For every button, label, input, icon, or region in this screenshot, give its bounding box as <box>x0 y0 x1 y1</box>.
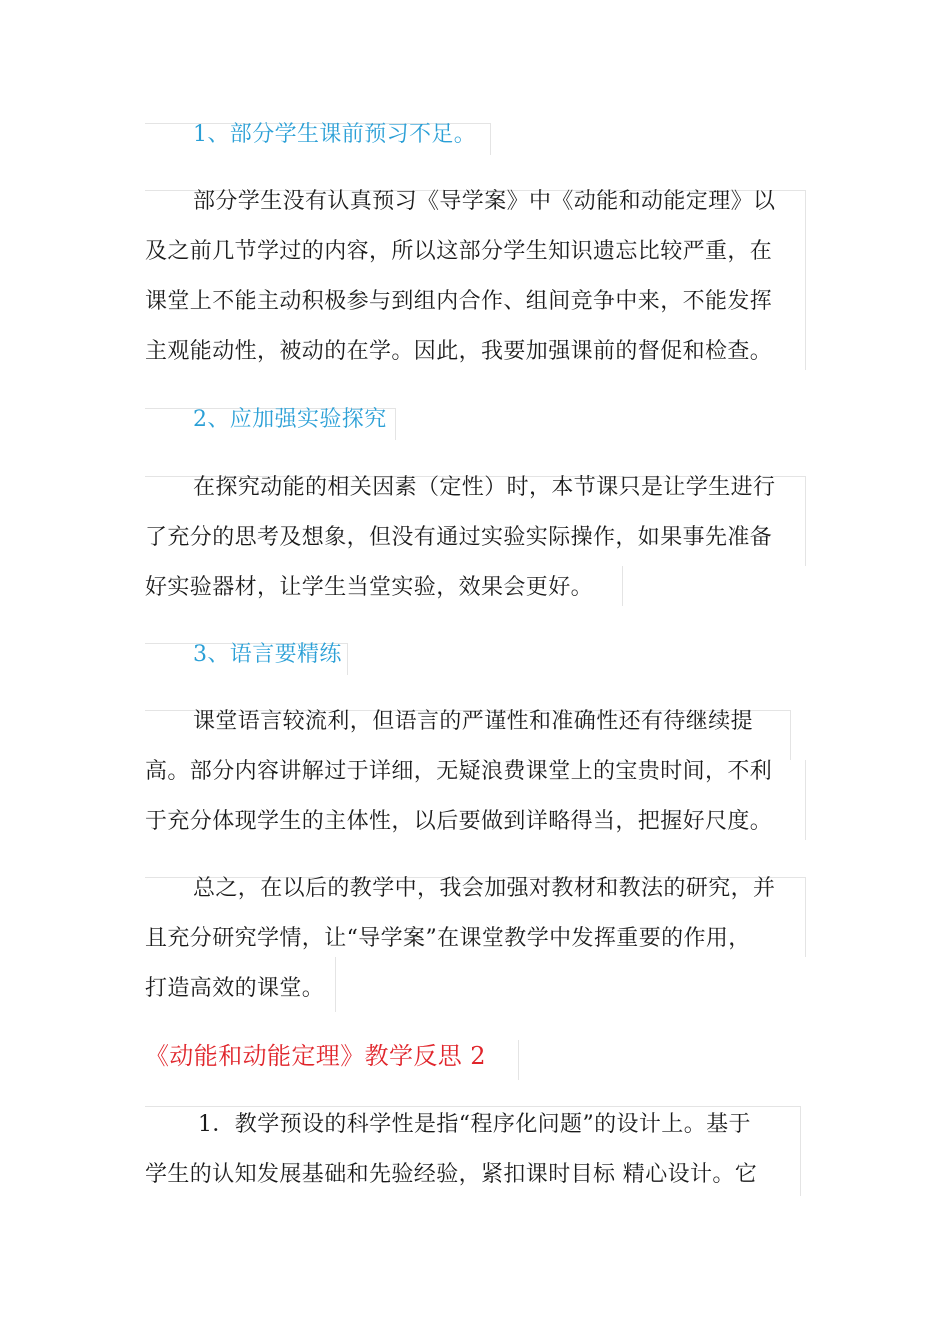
rule <box>518 1040 519 1080</box>
paragraph-line: 高。部分内容讲解过于详细，无疑浪费课堂上的宝贵时间，不利 <box>145 759 773 784</box>
rule <box>335 957 336 1012</box>
paragraph-line: 在探究动能的相关因素（定性）时，本节课只是让学生进行 <box>193 475 776 500</box>
rule <box>805 190 806 370</box>
rule <box>805 476 806 566</box>
rule <box>805 760 806 840</box>
paragraph-line: 好实验器材，让学生当堂实验，效果会更好。 <box>145 575 594 600</box>
paragraph-line: 学生的认知发展基础和先验经验，紧扣课时目标 精心设计。它 <box>145 1162 758 1187</box>
paragraph-line: 打造高效的课堂。 <box>145 976 325 1001</box>
rule <box>145 1106 800 1107</box>
rule <box>622 566 623 606</box>
paragraph-line: 及之前几节学过的内容，所以这部分学生知识遗忘比较严重，在 <box>145 239 773 264</box>
rule <box>800 1106 801 1196</box>
section-heading-2: 2、应加强实验探究 <box>193 407 387 432</box>
paragraph-line: 部分学生没有认真预习《导学案》中《动能和动能定理》以 <box>193 189 776 214</box>
document-title-2: 《动能和动能定理》教学反思 2 <box>145 1042 486 1070</box>
paragraph-line: 总之，在以后的教学中，我会加强对教材和教法的研究，并 <box>193 876 776 901</box>
paragraph-line: 课堂语言较流利，但语言的严谨性和准确性还有待继续提 <box>193 709 754 734</box>
rule <box>395 408 396 440</box>
paragraph-line: 课堂上不能主动积极参与到组内合作、组间竞争中来，不能发挥 <box>145 289 773 314</box>
rule <box>490 123 491 155</box>
paragraph-line: 了充分的思考及想象，但没有通过实验实际操作，如果事先准备 <box>145 525 773 550</box>
section-heading-3: 3、语言要精练 <box>193 642 342 667</box>
paragraph-line: 主观能动性，被动的在学。因此，我要加强课前的督促和检查。 <box>145 339 773 364</box>
rule <box>790 710 791 760</box>
section-heading-1: 1、部分学生课前预习不足。 <box>193 122 477 147</box>
paragraph-line: 1．教学预设的科学性是指“程序化问题”的设计上。基于 <box>198 1112 751 1137</box>
paragraph-line: 且充分研究学情，让“导学案”在课堂教学中发挥重要的作用， <box>145 926 751 951</box>
rule <box>347 643 348 675</box>
paragraph-line: 于充分体现学生的主体性，以后要做到详略得当，把握好尺度。 <box>145 809 773 834</box>
rule <box>805 877 806 957</box>
